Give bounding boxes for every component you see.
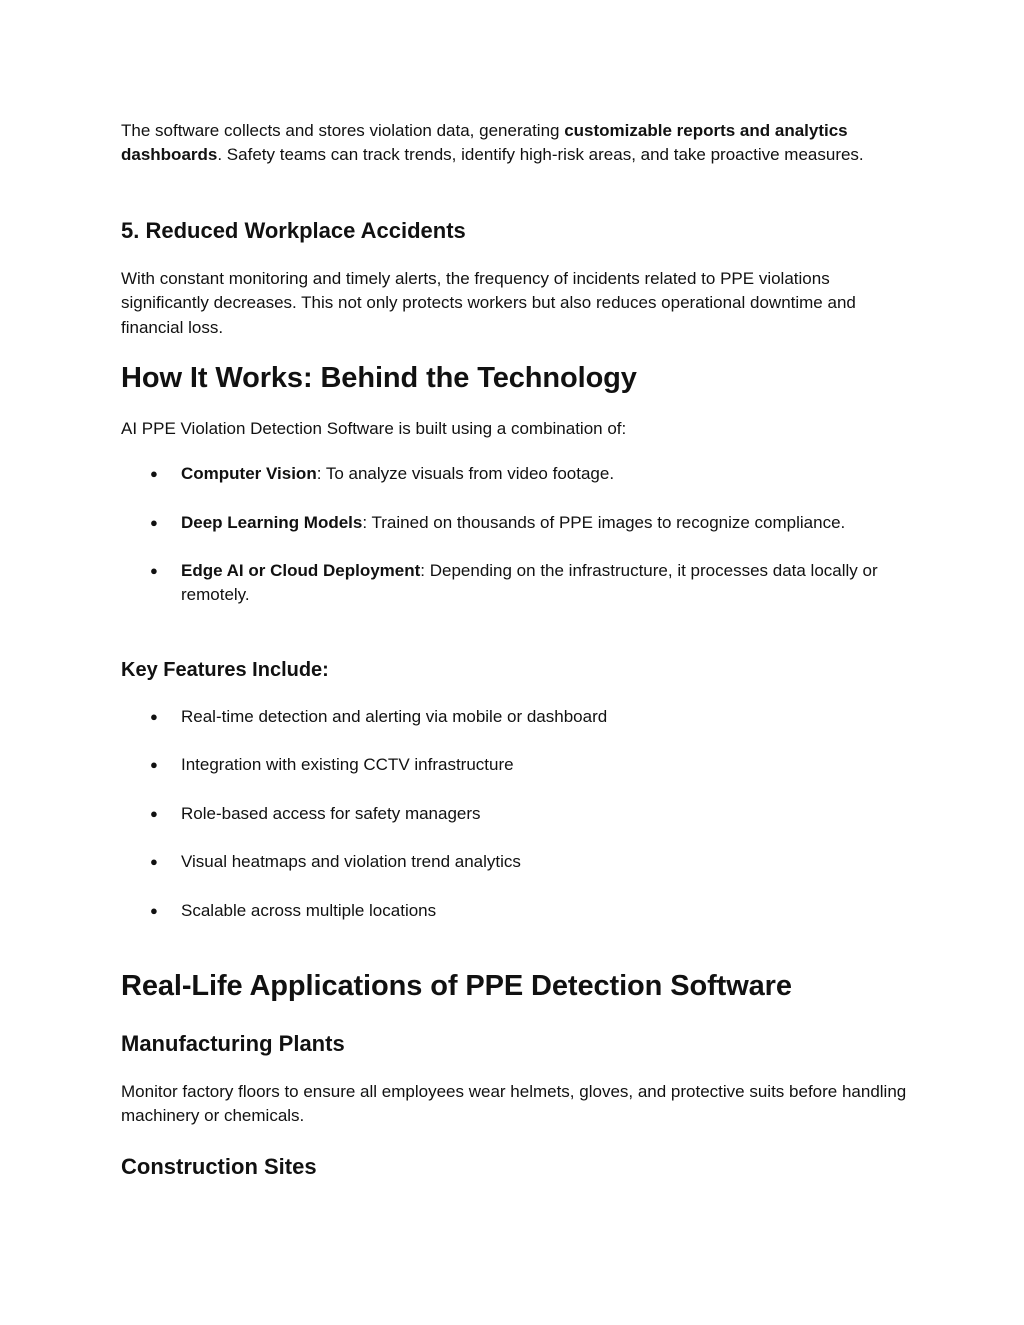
how-it-works-heading: How It Works: Behind the Technology <box>121 362 637 394</box>
key-features-heading-wrap <box>121 657 911 683</box>
intro-text-bold: customizable reports and analytics dashboards <box>121 121 848 165</box>
list-item-desc: : Trained on thousands of PPE images to recognize compliance. <box>362 513 846 532</box>
bullet-icon: ● <box>150 757 158 772</box>
list-item-text <box>181 511 911 535</box>
key-features-heading: Key Features Include: <box>121 659 329 681</box>
how-it-works-intro: AI PPE Violation Detection Software is built using a combination of: <box>121 419 627 438</box>
section5-heading-wrap <box>121 217 911 245</box>
list-item-text: Role-based access for safety managers <box>181 804 481 823</box>
bullet-icon: ● <box>150 854 158 869</box>
construction-heading: Construction Sites <box>121 1154 317 1179</box>
applications-heading-wrap <box>121 969 911 1003</box>
manufacturing-heading-wrap <box>121 1030 911 1058</box>
list-item-desc: : Depending on the infrastructure, it processes data locally or remotely. <box>181 561 878 605</box>
bullet-icon: ● <box>150 563 158 578</box>
intro-text <box>121 119 911 168</box>
intro-text-part2: . Safety teams can track trends, identify high-risk areas, and take proactive measures. <box>217 145 864 165</box>
intro-paragraph <box>121 119 911 168</box>
list-item-text: Integration with existing CCTV infrastructure <box>181 755 514 774</box>
list-item-term: Deep Learning Models <box>181 513 363 532</box>
list-item-text: Scalable across multiple locations <box>181 901 437 920</box>
list-item-desc: : To analyze visuals from video footage. <box>316 464 615 483</box>
how-it-works-intro-wrap <box>121 417 911 441</box>
intro-text-part1: The software collects and stores violation data, generating <box>121 121 565 140</box>
list-item-text <box>181 559 911 608</box>
list-item-text <box>181 462 911 486</box>
applications-heading: Real-Life Applications of PPE Detection Software <box>121 970 792 1002</box>
manufacturing-body-wrap <box>121 1080 911 1129</box>
bullet-icon: ● <box>150 806 158 821</box>
bullet-icon: ● <box>150 709 158 724</box>
section5-heading: 5. Reduced Workplace Accidents <box>121 218 466 243</box>
manufacturing-body: Monitor factory floors to ensure all employees wear helmets, gloves, and protective suits before handling machinery or chemicals. <box>121 1082 907 1126</box>
bullet-icon: ● <box>150 466 158 481</box>
section5-body-wrap <box>121 267 911 340</box>
list-item-text: Real-time detection and alerting via mobile or dashboard <box>181 707 608 726</box>
list-item-term: Edge AI or Cloud Deployment <box>181 561 421 580</box>
section5-body: With constant monitoring and timely alerts, the frequency of incidents related to PPE violations significantly decreases. This not only protects workers but also reduces operational downtime and financial loss. <box>121 269 856 337</box>
bullet-icon: ● <box>150 515 158 530</box>
list-item-term: Computer Vision <box>181 464 317 483</box>
manufacturing-heading: Manufacturing Plants <box>121 1031 345 1056</box>
how-it-works-heading-wrap <box>121 361 911 395</box>
construction-heading-wrap <box>121 1153 911 1181</box>
list-item-text: Visual heatmaps and violation trend analytics <box>181 852 521 871</box>
bullet-icon: ● <box>150 903 158 918</box>
